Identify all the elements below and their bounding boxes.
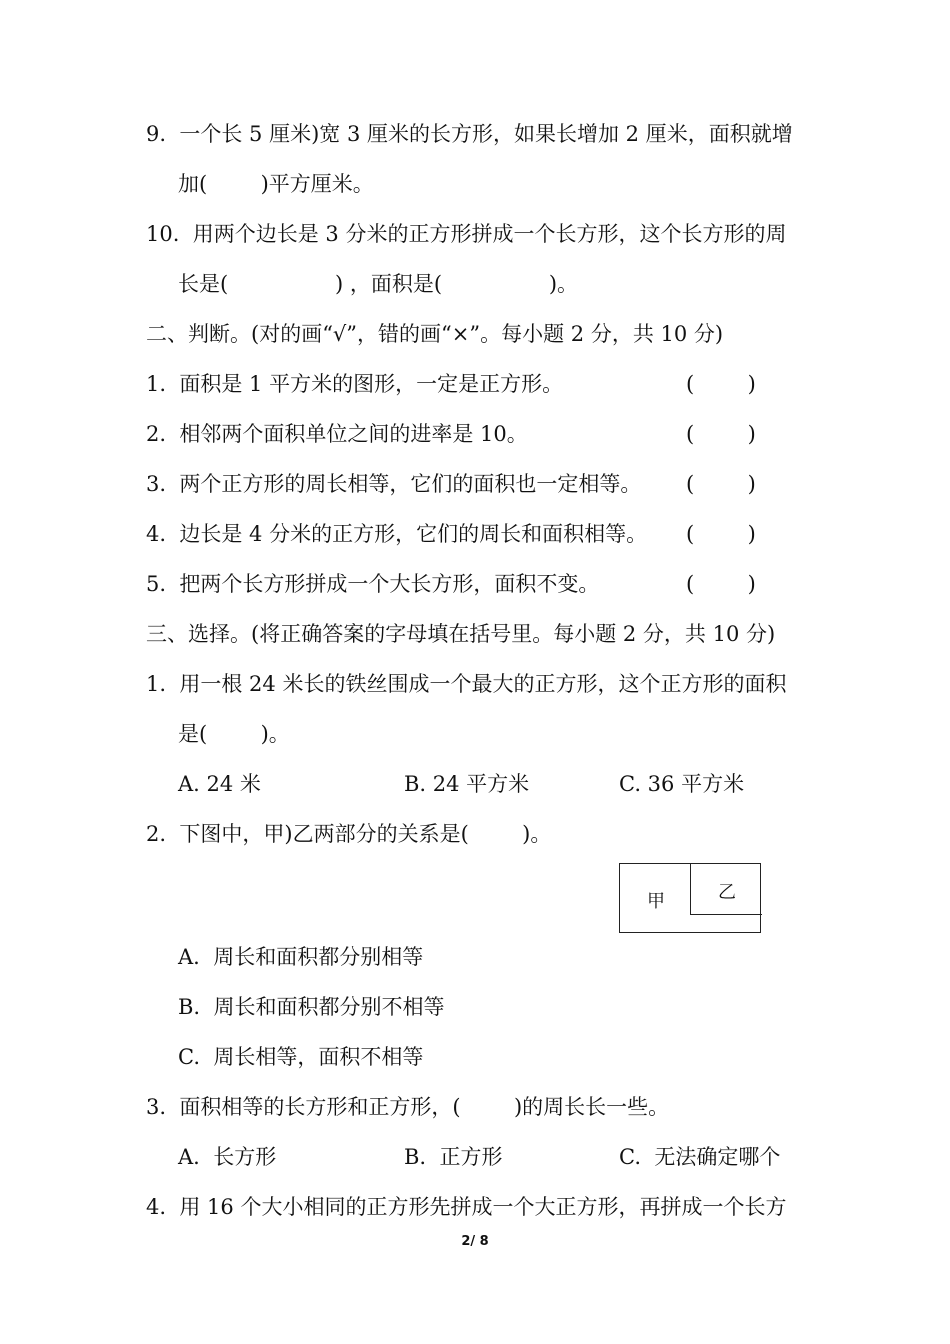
choice-q2-option-a: A. 周长和面积都分别相等 [178, 945, 424, 969]
choice-q1-line1: 1. 用一根 24 米长的铁丝围成一个最大的正方形，这个正方形的面积 [146, 672, 787, 696]
section3-heading: 三、选择。(将正确答案的字母填在括号里。每小题 2 分，共 10 分) [146, 622, 776, 646]
q9-line1: 9. 一个长 5 厘米)宽 3 厘米的长方形，如果长增加 2 厘米，面积就增 [146, 122, 793, 146]
q9-line2: 加( )平方厘米。 [178, 172, 374, 196]
choice-q1-option-a: A. 24 米 [178, 772, 261, 796]
judge-item-5-text: 5. 把两个长方形拼成一个大长方形，面积不变。 [146, 572, 600, 596]
yi-label: 乙 [718, 882, 736, 903]
jia-yi-figure [619, 863, 761, 933]
choice-q3-option-c: C. 无法确定哪个 [619, 1145, 781, 1169]
choice-q1-option-c: C. 36 平方米 [619, 772, 745, 796]
choice-q3-option-a: A. 长方形 [178, 1145, 277, 1169]
choice-q2-line1: 2. 下图中，甲)乙两部分的关系是( )。 [146, 822, 552, 846]
judge-item-1-text: 1. 面积是 1 平方米的图形，一定是正方形。 [146, 372, 564, 396]
judge-item-2-answer-paren: ( ) [686, 422, 756, 446]
judge-item-3-answer-paren: ( ) [686, 472, 756, 496]
choice-q4-line1: 4. 用 16 个大小相同的正方形先拼成一个大正方形，再拼成一个长方 [146, 1195, 787, 1219]
jia-label: 甲 [647, 891, 665, 912]
judge-item-1-answer-paren: ( ) [686, 372, 756, 396]
q10-line2: 长是( ) ，面积是( )。 [178, 272, 579, 296]
choice-q2-option-b: B. 周长和面积都分别不相等 [178, 995, 445, 1019]
choice-q1-option-b: B. 24 平方米 [404, 772, 530, 796]
judge-item-5-answer-paren: ( ) [686, 572, 756, 596]
page-number: 2/ 8 [461, 1234, 489, 1249]
choice-q3-line1: 3. 面积相等的长方形和正方形，( )的周长长一些。 [146, 1095, 670, 1119]
judge-item-4-answer-paren: ( ) [686, 522, 756, 546]
judge-item-2-text: 2. 相邻两个面积单位之间的进率是 10。 [146, 422, 528, 446]
q10-line1: 10. 用两个边长是 3 分米的正方形拼成一个长方形，这个长方形的周 [146, 222, 787, 246]
choice-q2-option-c: C. 周长相等，面积不相等 [178, 1045, 424, 1069]
choice-q1-line2: 是( )。 [178, 722, 290, 746]
judge-item-3-text: 3. 两个正方形的周长相等，它们的面积也一定相等。 [146, 472, 642, 496]
judge-item-4-text: 4. 边长是 4 分米的正方形，它们的周长和面积相等。 [146, 522, 648, 546]
section2-heading: 二、判断。(对的画“√”，错的画“×”。每小题 2 分，共 10 分) [146, 322, 724, 346]
choice-q3-option-b: B. 正方形 [404, 1145, 503, 1169]
